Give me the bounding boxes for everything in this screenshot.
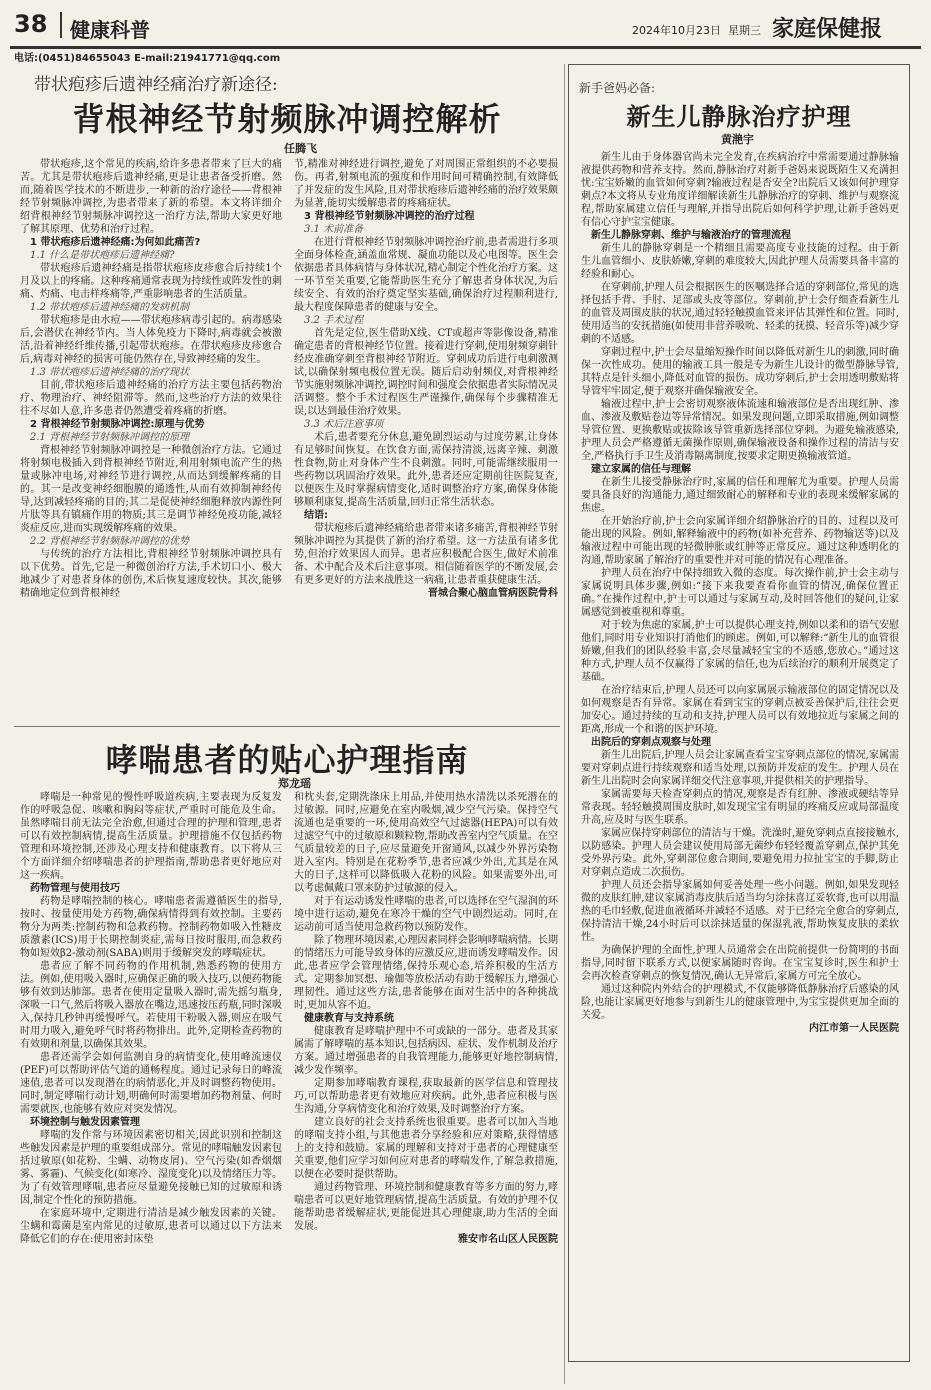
paragraph: 除了物理环境因素,心理因素同样会影响哮喘病情。长期的情绪压力可能导致身体的应激反应,进而诱发哮喘发作。因此,患者应学会管理情绪,保持乐观心态,培养积极的生活方式。定期参加冥想、瑜伽等放松活动有助于缓解压力,增强心理韧性。通过这些方法,患者能够在面对生活中的各种挑战时,更加从容不迫。 <box>294 935 558 1011</box>
newspaper-name: 家庭保健报 <box>772 16 883 42</box>
paragraph: 术后,患者要充分休息,避免剧烈运动与过度劳累,让身体有足够时间恢复。在饮食方面,需保持清淡,远离辛辣、刺激性食物,防止对身体产生不良刺激。同时,可能需继续服用一些药物以巩固治疗效果。此外,患者还应定期前往医院复查,以便医生及时掌握病情变化,适时调整治疗方案,确保身体能够顺利康复,提高生活质量,回归正常生活状态。 <box>294 432 558 508</box>
article-title: 哮喘患者的贴心护理指南 <box>105 741 469 779</box>
paragraph: 家属应保持穿刺部位的清洁与干燥。洗澡时,避免穿刺点直接接触水,以防感染。护理人员会建议使用局部无菌纱布轻轻覆盖穿刺点,保护其免受外界污染。此外,穿刺部位愈合期间,要避免用力拉扯宝宝的手脚,防止对穿刺点造成二次损伤。 <box>581 828 899 878</box>
paragraph: 在穿刺前,护理人员会根据医生的医嘱选择合适的穿刺部位,常见的选择包括手背、手肘、足部或头皮等部位。穿刺前,护士会仔细查看新生儿的血管及周围皮肤的状况,通过轻轻触摸血管来评估其弹性和位置。同时,使用适当的安抚措施(如使用非营养吸吮、轻柔的抚摸、轻音乐等)减少穿刺的不适感。 <box>581 282 899 345</box>
article-title: 新生儿静脉治疗护理 <box>626 102 852 131</box>
paragraph: 在家庭环境中,定期进行清洁是减少触发因素的关键。尘螨和霉菌是室内常见的过敏原,患者可以通过以下方法来降低它们的存在:使用密封床垫 <box>20 1208 282 1245</box>
paragraph: 与传统的治疗方法相比,背根神经节射频脉冲调控具有以下优势。首先,它是一种微创治疗方法,手术切口小、极大地减少了对患者身体的创伤,术后恢复速度较快。其次,能够精确地定位到背根神经 <box>20 549 282 599</box>
paragraph: 为确保护理的全面性,护理人员通常会在出院前提供一份简明的书面指导,同时留下联系方式,以便家属随时咨询。在宝宝复诊时,医生和护士会再次检查穿刺点的恢复情况,确认无异常后,家属方可完全放心。 <box>581 945 899 982</box>
paragraph: 和枕头套,定期洗涤床上用品,并使用热水清洗以杀死潜在的过敏源。同时,应避免在室内吸烟,减少空气污染。保持空气流通也是重要的一环,使用高效空气过滤器(HEPA)可以有效过滤空气中的过敏原和颗粒物,帮助改善室内空气质量。在空气质量较差的日子,应尽量避免开窗通风,以减少外界污染物进入室内。特别是在花粉季节,患者应减少外出,尤其是在风大的日子,这样可以降低吸入花粉的风险。如果需要外出,可以考虑佩戴口罩来防护过敏源的侵入。 <box>294 792 558 894</box>
section-heading: 健康教育与支持系统 <box>304 1013 394 1024</box>
article-kicker: 新手爸妈必备: <box>579 81 656 95</box>
paragraph: 家属需要每天检查穿刺点的情况,观察是否有红肿、渗液或硬结等异常表现。轻轻触摸周围皮肤时,如发现宝宝有明显的疼痛反应或局部温度升高,应及时与医生联系。 <box>581 789 899 826</box>
paragraph: 哮喘是一种常见的慢性呼吸道疾病,主要表现为反复发作的呼吸急促、咳嗽和胸闷等症状,严重时可能危及生命。虽然哮喘目前无法完全治愈,但通过合理的护理和管理,患者可以有效控制病情,提高生活质量。护理措施不仅包括药物管理和环境控制,还涉及心理支持和健康教育。以下将从三个方面详细介绍哮喘患者的护理指南,帮助患者更好地应对这一疾病。 <box>20 792 282 881</box>
paragraph: 患者应了解不同药物的作用机制,熟悉药物的使用方法。例如,使用吸入器时,应确保正确的吸入技巧,以便药物能够有效到达肺部。患者在使用定量吸入器时,需先摇匀瓶身,深吸一口气,然后将吸入器放在嘴边,迅速按压药瓶,同时深吸入,保持几秒钟再缓慢呼气。若使用干粉吸入器,则应在吸气时用力吸入,避免呼气时将药物排出。此外,定期检查药物的有效期和剂量,以确保其效果。 <box>20 961 282 1050</box>
subsection-heading: 1.2 带状疱疹后遗神经痛的发病机制 <box>30 302 190 313</box>
paragraph: 新生儿出院后,护理人员会让家属查看宝宝穿刺点部位的情况,家属需要对穿刺点进行持续观察和适当处理,以预防并发症的发生。护理人员在新生儿出院时会向家属详细交代注意事项,并提供相关的护理指导。 <box>581 750 899 787</box>
paragraph: 对于较为焦虑的家属,护士可以提供心理支持,例如以柔和的语气安慰他们,同时用专业知识打消他们的顾虑。例如,可以解释:“新生儿的血管很娇嫩,但我们的团队经验丰富,会尽量减轻宝宝的不适感,您放心。”通过这种方式,护理人员不仅赢得了家属的信任,也为后续治疗的顺利开展奠定了基础。 <box>581 620 899 683</box>
contact-info: 电话:(0451)84655043 E-mail:21941771@qq.com <box>14 53 281 64</box>
paragraph: 药物是哮喘控制的核心。哮喘患者需遵循医生的指导,按时、按量使用处方药物,确保病情得到有效控制。主要药物分为两类:控制药物和急救药物。控制药物如吸入性糖皮质激素(ICS)用于长期控制炎症,需每日按时服用,而急救药物如短效β2-激动剂(SABA)则用于缓解突发的哮喘症状。 <box>20 896 282 959</box>
paragraph: 护理人员还会指导家属如何妥善处理一些小问题。例如,如果发现轻微的皮肤红肿,建议家属消毒皮肤后适当均匀涂抹喜辽妥软膏,也可以用温热的毛巾轻敷,促进血液循环并减轻不适感。对于已经完全愈合的穿刺点,保持清洁干燥,24小时后可以涂抹适量的保湿乳液,帮助恢复皮肤的柔软性。 <box>581 880 899 943</box>
article-column <box>294 158 558 716</box>
paragraph: 在开始治疗前,护士会向家属详细介绍静脉治疗的目的、过程以及可能出现的风险。例如,解释输液中的药物(如补充营养、药物输送等)以及输液过程中可能出现的轻微肿胀或红肿等正常反应。通过这种透明化的沟通,帮助家属了解治疗的重要性并对可能的情况有心理准备。 <box>581 516 899 566</box>
paragraph: 在新生儿接受静脉治疗时,家属的信任和理解尤为重要。护理人员需要具备良好的沟通能力,通过细致耐心的解释和专业的表现来缓解家属的焦虑。 <box>581 477 899 514</box>
article-column <box>581 151 899 1347</box>
page-header <box>10 6 921 49</box>
subsection-heading: 3.3 术后注意事项 <box>304 419 384 430</box>
section-heading: 新生儿静脉穿刺、维护与输液治疗的管理流程 <box>591 230 791 241</box>
paragraph: 首先是定位,医生借助X线、CT或超声等影像设备,精准确定患者的背根神经节位置。接着进行穿刺,使用射频穿刺针经皮准确穿刺至背根神经节附近。穿刺成功后进行电刺激测试,以确保射频电极位置无误。随后启动射频仪,对背根神经节实施射频脉冲调控,调控时间和强度会依据患者实际情况灵活调整。整个手术过程医生严谨操作,确保每个步骤精准无误,以达到最佳治疗效果。 <box>294 328 558 417</box>
paragraph: 输液过程中,护士会密切观察液体流速和输液部位是否出现红肿、渗血、渗液及敷贴卷边等异常情况。如果发现问题,立即采取措施,例如调整导管位置、更换敷贴或拔除该导管重新选择部位穿刺。为避免输液感染,护理人员会严格遵循无菌操作原则,确保输液设备和操作过程的清洁与安全,严格执行手卫生及消毒隔离制度,按要求定期更换输液管道。 <box>581 399 899 462</box>
paragraph: 新生儿由于身体器官尚未完全发育,在疾病治疗中常需要通过静脉输液提供药物和营养支持。然而,静脉治疗对新手爸妈来说既陌生又充满担忧:宝宝娇嫩的血管如何穿刺?输液过程是否安全?出院后又该如何护理穿刺点?本文将从专业角度详细解读新生儿静脉治疗的穿刺、维护与观察流程,帮助家属建立信任与理解,并指导出院后如何科学护理,让新手爸妈更有信心守护宝宝健康。 <box>581 152 899 228</box>
page-number: 38 <box>14 10 48 38</box>
paragraph: 带状疱疹后遗神经痛是指带状疱疹皮疹愈合后持续1个月及以上的疼痛。这种疼痛通常表现为持续性或阵发性的刺痛、灼痛、电击样疼痛等,严重影响患者的生活质量。 <box>20 263 282 300</box>
article-kicker: 带状疱疹后遗神经痛治疗新途径: <box>34 75 278 95</box>
article-column <box>20 791 282 1387</box>
section-heading: 1 带状疱疹后遗神经痛:为何如此痛苦? <box>30 237 201 248</box>
subsection-heading: 2.2 背根神经节射频脉冲调控的优势 <box>30 536 190 547</box>
article-column <box>294 791 558 1387</box>
section-name: 健康科普 <box>70 18 150 42</box>
section-heading: 建立家属的信任与理解 <box>591 464 691 475</box>
subsection-heading: 2.1 背根神经节射频脉冲调控的原理 <box>30 432 190 443</box>
column-divider <box>564 64 565 1384</box>
paragraph: 定期参加哮喘教育课程,获取最新的医学信息和管理技巧,可以帮助患者更有效地应对疾病。此外,患者应积极与医生沟通,分享病情变化和治疗效果,及时调整治疗方案。 <box>294 1078 558 1115</box>
paragraph: 对于有运动诱发性哮喘的患者,可以选择在空气湿润的环境中进行运动,避免在寒冷干燥的空气中剧烈运动。同时,在运动前可适当使用急救药物以预防发作。 <box>294 896 558 933</box>
article-author: 黄滟宇 <box>721 133 754 146</box>
article-author: 任腾飞 <box>284 142 317 155</box>
section-heading: 出院后的穿刺点观察与处理 <box>591 737 711 748</box>
paragraph: 新生儿的静脉穿刺是一个精细且需要高度专业技能的过程。由于新生儿血管细小、皮肤娇嫩,穿刺的难度较大,因此护理人员需要具备丰富的经验和耐心。 <box>581 243 899 280</box>
section-heading: 3 背根神经节射频脉冲调控的治疗过程 <box>304 211 475 222</box>
header-separator <box>60 12 62 38</box>
paragraph: 患者还需学会如何监测自身的病情变化,使用峰流速仪(PEF)可以帮助评估气道的通畅程度。通过记录每日的峰流速值,患者可以发现潜在的病情恶化,并及时调整药物使用。同时,制定哮喘行动计划,明确何时需要增加药物剂量、何时需要就医,也能够有效应对突发情况。 <box>20 1052 282 1115</box>
paragraph: 带状疱疹是由水痘——带状疱疹病毒引起的。病毒感染后,会潜伏在神经节内。当人体免疫力下降时,病毒就会被激活,沿着神经纤维传播,引起带状疱疹。在带状疱疹皮疹愈合后,病毒对神经的损害可能仍然存在,导致神经痛的发生。 <box>20 315 282 365</box>
paragraph: 目前,带状疱疹后遗神经痛的治疗方法主要包括药物治疗、物理治疗、神经阻滞等。然而,这些治疗方法的效果往往不尽如人意,许多患者仍然遭受着疼痛的折磨。 <box>20 380 282 417</box>
paragraph: 健康教育是哮喘护理中不可或缺的一部分。患者及其家属需了解哮喘的基本知识,包括病因、症状、发作机制及治疗方案。通过增强患者的自我管理能力,能够更好地控制病情,减少发作频率。 <box>294 1026 558 1076</box>
paragraph: 通过药物管理、环境控制和健康教育等多方面的努力,哮喘患者可以更好地管理病情,提高生活质量。有效的护理不仅能帮助患者缓解症状,更能促进其心理健康,助力生活的全面发展。 <box>294 1182 558 1232</box>
issue-date: 2024年10月23日 <box>632 24 721 37</box>
subsection-heading: 3.2 手术过程 <box>304 315 364 326</box>
article-newborn-iv-care <box>568 64 910 1362</box>
article-author: 郑龙瑶 <box>278 777 311 790</box>
article-source: 晋城合聚心脑血管病医院骨科 <box>428 588 558 599</box>
subsection-heading: 1.3 带状疱疹后遗神经痛的治疗现状 <box>30 367 190 378</box>
article-title: 背根神经节射频脉冲调控解析 <box>72 100 502 138</box>
paragraph: 护理人员在治疗中保持细致入微的态度。每次操作前,护士会主动与家属说明具体步骤,例如:“接下来我要查看你血管的情况,确保位置正确。”在操作过程中,护士可以通过与家属互动,及时回答他们的疑问,让家属感觉到被重视和尊重。 <box>581 568 899 618</box>
article-source: 雅安市名山区人民医院 <box>458 1234 558 1245</box>
section-heading: 2 背根神经节射频脉冲调控:原理与优势 <box>30 419 205 430</box>
section-heading: 环境控制与触发因素管理 <box>30 1117 140 1128</box>
paragraph: 建立良好的社会支持系统也很重要。患者可以加入当地的哮喘支持小组,与其他患者分享经验和应对策略,获得情感上的支持和鼓励。家属的理解和支持对于患者的心理健康至关重要,他们应学习如何应对患者的哮喘发作,了解急救措施,以便在必要时提供帮助。 <box>294 1117 558 1180</box>
article-asthma-care <box>14 726 560 1387</box>
paragraph: 穿刺过程中,护士会尽量缩短操作时间以降低对新生儿的刺激,同时确保一次性成功。使用的输液工具一般是专为新生儿设计的微型静脉导管,其特点是针头细小,降低对血管的损伤。成功穿刺后,护士会用透明敷贴将导管牢牢固定,便于观察并确保输液安全。 <box>581 347 899 397</box>
article-source: 内江市第一人民医院 <box>809 1023 899 1034</box>
paragraph: 在治疗结束后,护理人员还可以向家属展示输液部位的固定情况以及如何观察是否有异常。家属在看到宝宝的穿刺点被妥善保护后,往往会更加安心。通过持续的互动和支持,护理人员可以有效地拉近与家属之间的距离,形成一个和谐的医护环境。 <box>581 685 899 735</box>
paragraph: 带状疱疹,这个常见的疾病,给许多患者带来了巨大的痛苦。尤其是带状疱疹后遗神经痛,更是让患者备受折磨。然而,随着医学技术的不断进步,一种新的治疗途径——背根神经节射频脉冲调控,为患者带来了新的希望。本文将详细介绍背根神经节射频脉冲调控这一治疗方法,帮助大家更好地了解其原理、优势和治疗过程。 <box>20 159 282 235</box>
subsection-heading: 1.1 什么是带状疱疹后遗神经痛? <box>30 250 175 261</box>
article-column <box>20 158 282 716</box>
issue-weekday: 星期三 <box>728 24 761 37</box>
paragraph: 带状疱疹后遗神经痛给患者带来诸多痛苦,背根神经节射频脉冲调控为其提供了新的治疗希望。这一方法虽有诸多优势,但治疗效果因人而异。患者应积极配合医生,做好术前准备、术中配合及术后注意事项。相信随着医学的不断发展,会有更多更好的方法来战胜这一病痛,让患者重获健康生活。 <box>294 523 558 586</box>
article-herpes-zoster <box>14 68 560 716</box>
section-heading: 药物管理与使用技巧 <box>30 883 120 894</box>
paragraph: 在进行背根神经节射频脉冲调控治疗前,患者需进行多项全面身体检查,涵盖血常规、凝血功能以及心电图等。医生会依据患者具体病情与身体状况,精心制定个性化治疗方案。这一环节至关重要,它能帮助医生充分了解患者身体状况,为后续安全、有效的治疗奠定坚实基础,确保治疗过程顺利进行,最大程度保障患者的健康与安全。 <box>294 237 558 313</box>
subsection-heading: 3.1 术前准备 <box>304 224 364 235</box>
paragraph: 通过这种院内外结合的护理模式,不仅能够降低静脉治疗后感染的风险,也能让家属更好地参与到新生儿的健康管理中,为宝宝提供更加全面的关爱。 <box>581 984 899 1021</box>
paragraph: 节,精准对神经进行调控,避免了对周围正常组织的不必要损伤。再者,射频电流的强度和作用时间可精确控制,有效降低了并发症的发生风险,且对带状疱疹后遗神经痛的治疗效果颇为显著,能切实缓解患者的疼痛症状。 <box>294 159 558 209</box>
section-heading: 结语: <box>304 510 328 521</box>
paragraph: 哮喘的发作常与环境因素密切相关,因此识别和控制这些触发因素是护理的重要组成部分。常见的哮喘触发因素包括过敏原(如花粉、尘螨、动物皮屑)、空气污染(如香烟烟雾、雾霾)、气候变化(如寒冷、湿度变化)以及情绪压力等。为了有效管理哮喘,患者应尽量避免接触已知的过敏原和诱因,制定个性化的预防措施。 <box>20 1130 282 1206</box>
paragraph: 背根神经节射频脉冲调控是一种微创治疗方法。它通过将射频电极插入到背根神经节附近,利用射频电流产生的热量或脉冲电场,对神经节进行调控,从而达到缓解疼痛的目的。其一是改变神经细胞膜的通透性,从而有效抑制神经传导,达到减轻疼痛的目的;其二是促使神经细胞释放内源性阿片肽等具有镇痛作用的物质;其三是调节神经免疫功能,减轻炎症反应,进而实现缓解疼痛的效果。 <box>20 445 282 534</box>
